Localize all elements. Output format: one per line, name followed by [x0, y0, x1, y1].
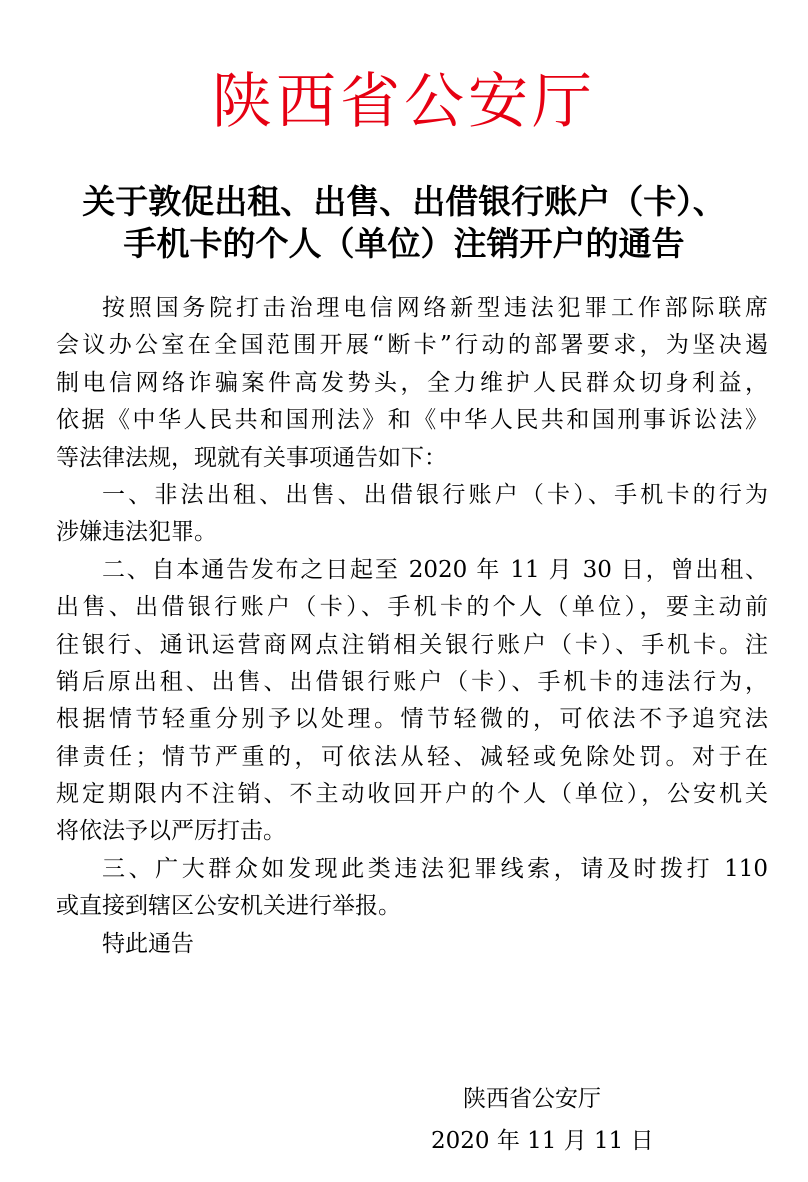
body-line: 等法律法规，现就有关事项通告如下：: [56, 444, 447, 471]
signature-organization: 陕西省公安厅: [463, 1086, 601, 1112]
issuing-organization-header: 陕西省公安厅: [212, 67, 596, 137]
body-line: 三、广大群众如发现此类违法犯罪线索，请及时拨打 110: [102, 855, 768, 882]
paragraph-preamble: [56, 290, 768, 477]
paragraph-item-three: [56, 851, 768, 926]
paragraph-closing: [56, 926, 768, 963]
body-line: 将依法予以严厉打击。: [56, 818, 286, 845]
signature-block: [395, 1078, 725, 1162]
paragraph-item-two: [56, 552, 768, 851]
body-line: 或直接到辖区公安机关进行举报。: [56, 893, 401, 920]
body-line: 制电信网络诈骗案件高发势头，全力维护人民群众切身利益，: [56, 369, 768, 396]
body-line: 会议办公室在全国范围开展“断卡”行动的部署要求，为坚决遏: [56, 332, 768, 359]
closing-line: 特此通告: [102, 930, 194, 957]
body-line: 涉嫌违法犯罪。: [56, 519, 217, 546]
body-line: 律责任；情节严重的，可依法从轻、减轻或免除处罚。对于在: [56, 743, 768, 770]
notice-title-line: 手机卡的个人（单位）注销开户的通告: [123, 224, 685, 263]
body-line: 出售、出借银行账户（卡）、手机卡的个人（单位），要主动前: [56, 594, 768, 621]
notice-title-line: 关于敦促出租、出售、出借银行账户（卡）、: [82, 182, 726, 221]
body-line: 根据情节轻重分别予以处理。情节轻微的，可依法不予追究法: [56, 706, 768, 733]
body-line: 销后原出租、出售、出借银行账户（卡）、手机卡的违法行为，: [56, 668, 768, 695]
body-line: 依据《中华人民共和国刑法》和《中华人民共和国刑事诉讼法》: [56, 407, 768, 434]
paragraph-item-one: [56, 477, 768, 552]
notice-title: [0, 181, 808, 265]
signature-date: 2020 年 11 月 11 日: [431, 1128, 654, 1154]
notice-body: [56, 290, 768, 963]
body-line: 一、非法出租、出售、出借银行账户（卡）、手机卡的行为: [102, 481, 768, 508]
body-line: 往银行、通讯运营商网点注销相关银行账户（卡）、手机卡。注: [56, 631, 768, 658]
body-line: 按照国务院打击治理电信网络新型违法犯罪工作部际联席: [102, 295, 768, 321]
body-line: 二、自本通告发布之日起至 2020 年 11 月 30 日，曾出租、: [102, 556, 768, 583]
body-line: 规定期限内不注销、不主动收回开户的个人（单位），公安机关: [56, 781, 768, 808]
